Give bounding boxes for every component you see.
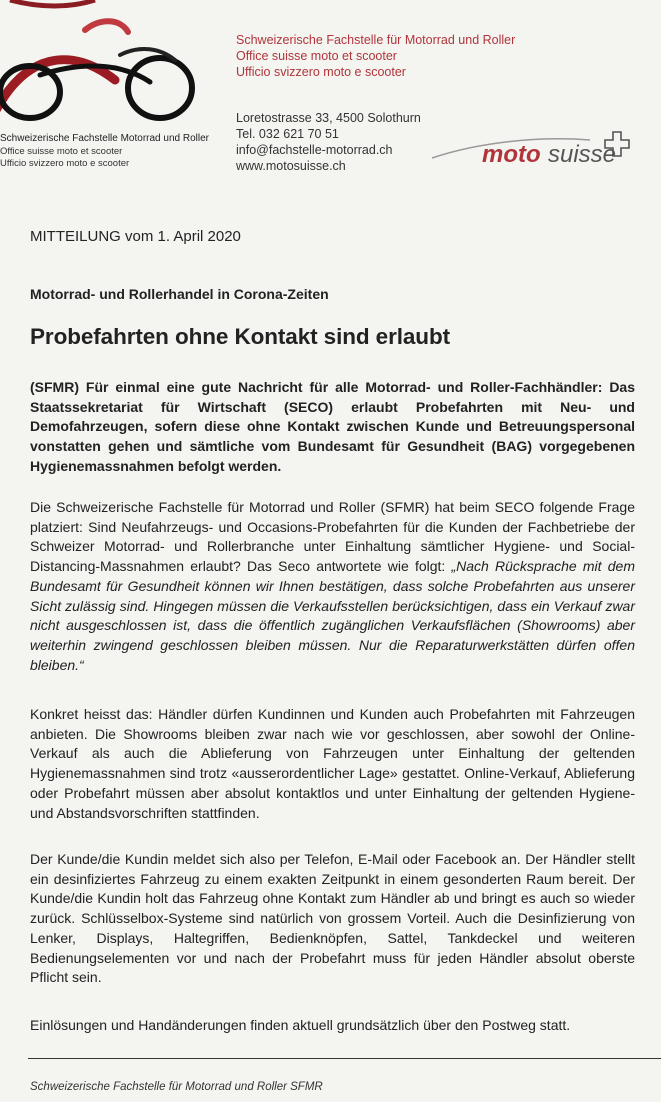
contact-website: www.motosuisse.ch (236, 159, 346, 173)
footer-divider (28, 1058, 661, 1059)
office-names (236, 32, 515, 80)
seco-quote: „Nach Rücksprache mit dem Bundesamt für Gesundheit können wir Ihnen bestätigen, dass solche Probefahrten aus unserer Sicht zulässig sind. Hingegen müssen die Verkaufsstellen berücksichtigen, dass ein Verkauf zwar nicht ausgeschlossen ist, dass die öffentlich zugänglichen Verkaufsflächen (Showrooms) aber weiterhin zwingend geschlossen bleiben müssen. Nur die Reparaturwerkstätten dürfen offen bleiben.“ (30, 558, 635, 673)
office-name-fr: Office suisse moto et scooter (236, 49, 397, 63)
paragraph-concretely: Konkret heisst das: Händler dürfen Kundinnen und Kunden auch Probefahrten mit Fahrzeugen anbieten. Die Showrooms bleiben zwar nach wie vor geschlossen, aber sowohl der Online-Verkauf als auch die Ablieferung von Fahrzeugen unter Einhaltung der geltenden Hygienemassnahmen sind trotz «ausserordentlicher Lage» gestattet. Online-Verkauf, Ablieferung oder Probefahrt müssen aber absolut kontaktlos und unter Einhaltung der geltenden Hygiene- und Abstandsvorschriften stattfinden. (30, 706, 635, 821)
paragraph-registrations: Einlösungen und Handänderungen finden aktuell grundsätzlich über den Postweg statt. (30, 1017, 571, 1033)
brand-part-moto: moto (482, 141, 541, 168)
contact-email: info@fachstelle-motorrad.ch (236, 143, 393, 157)
paragraph-procedure: Der Kunde/die Kundin meldet sich also per Telefon, E-Mail oder Facebook an. Der Händler stellt ein desinfiziertes Fahrzeug zu einem exakten Zeitpunkt in einem gesonderten Raum bereit. Der Kunde/die Kundin holt das Fahrzeug ohne Kontakt zum Händler ab und bringt es auch so wieder zurück. Schlüsselbox-Systeme sind natürlich von grossem Vorteil. Auch die Desinfizierung von Lenker, Displays, Haltegriffen, Bedienknöpfen, Sattel, Tankdeckel und weiteren Bedienungselementen vor und nach der Probefahrt muss für jeden Händler absolut oberste Pflicht sein. (30, 851, 635, 986)
paragraph-seco-question-text: Die Schweizerische Fachstelle für Motorrad und Roller (SFMR) hat beim SECO folgende Frage platziert: Sind Neufahrzeugs- und Occasions-Probefahrten für die Kunden der Fachbetriebe der Schweizer Motorrad- und Rollerbranche unter Einhaltung sämtlicher Hygiene- und Social-Distancing-Massnahmen erlaubt? Das Seco antwortete wie folgt: (30, 499, 635, 575)
logo-line-it: Ufficio svizzero moto e scooter (0, 158, 130, 169)
brand-part-suisse: suisse (548, 141, 617, 168)
office-name-it: Ufficio svizzero moto e scooter (236, 65, 406, 79)
motosuisse-brand-logo (430, 128, 635, 170)
contact-block (236, 110, 421, 174)
logo-line-fr: Office suisse moto et scooter (0, 145, 123, 157)
contact-phone: Tel. 032 621 70 51 (236, 127, 339, 141)
paragraph-seco-question (30, 498, 635, 675)
lead-paragraph: (SFMR) Für einmal eine gute Nachricht für alle Motorrad- und Roller-Fachhändler: Das Staatssekretariat für Wirtschaft (SECO) erlaubt Probefahrten mit Neu- und Demofahrzeugen, sofern diese ohne Kontakt zwischen Kunde und Betreuungspersonal vonstatten gehen und sämtliche vom Bundesamt für Gesundheit (BAG) vorgegebenen Hygienemassnahmen befolgt werden. (30, 379, 635, 474)
office-name-de: Schweizerische Fachstelle für Motorrad und Roller (236, 33, 516, 47)
logo-caption (0, 133, 209, 171)
logo-line-de: Schweizerische Fachstelle Motorrad und Roller (0, 133, 209, 144)
contact-address: Loretostrasse 33, 4500 Solothurn (236, 111, 421, 125)
document-subtitle: Motorrad- und Rollerhandel in Corona-Zeiten (30, 286, 329, 302)
announcement-date: MITTEILUNG vom 1. April 2020 (30, 228, 241, 245)
document-title: Probefahrten ohne Kontakt sind erlaubt (30, 324, 450, 349)
sfmr-logo-icon (0, 0, 200, 130)
footer-text: Schweizerische Fachstelle für Motorrad und Roller SFMR (30, 1081, 323, 1093)
